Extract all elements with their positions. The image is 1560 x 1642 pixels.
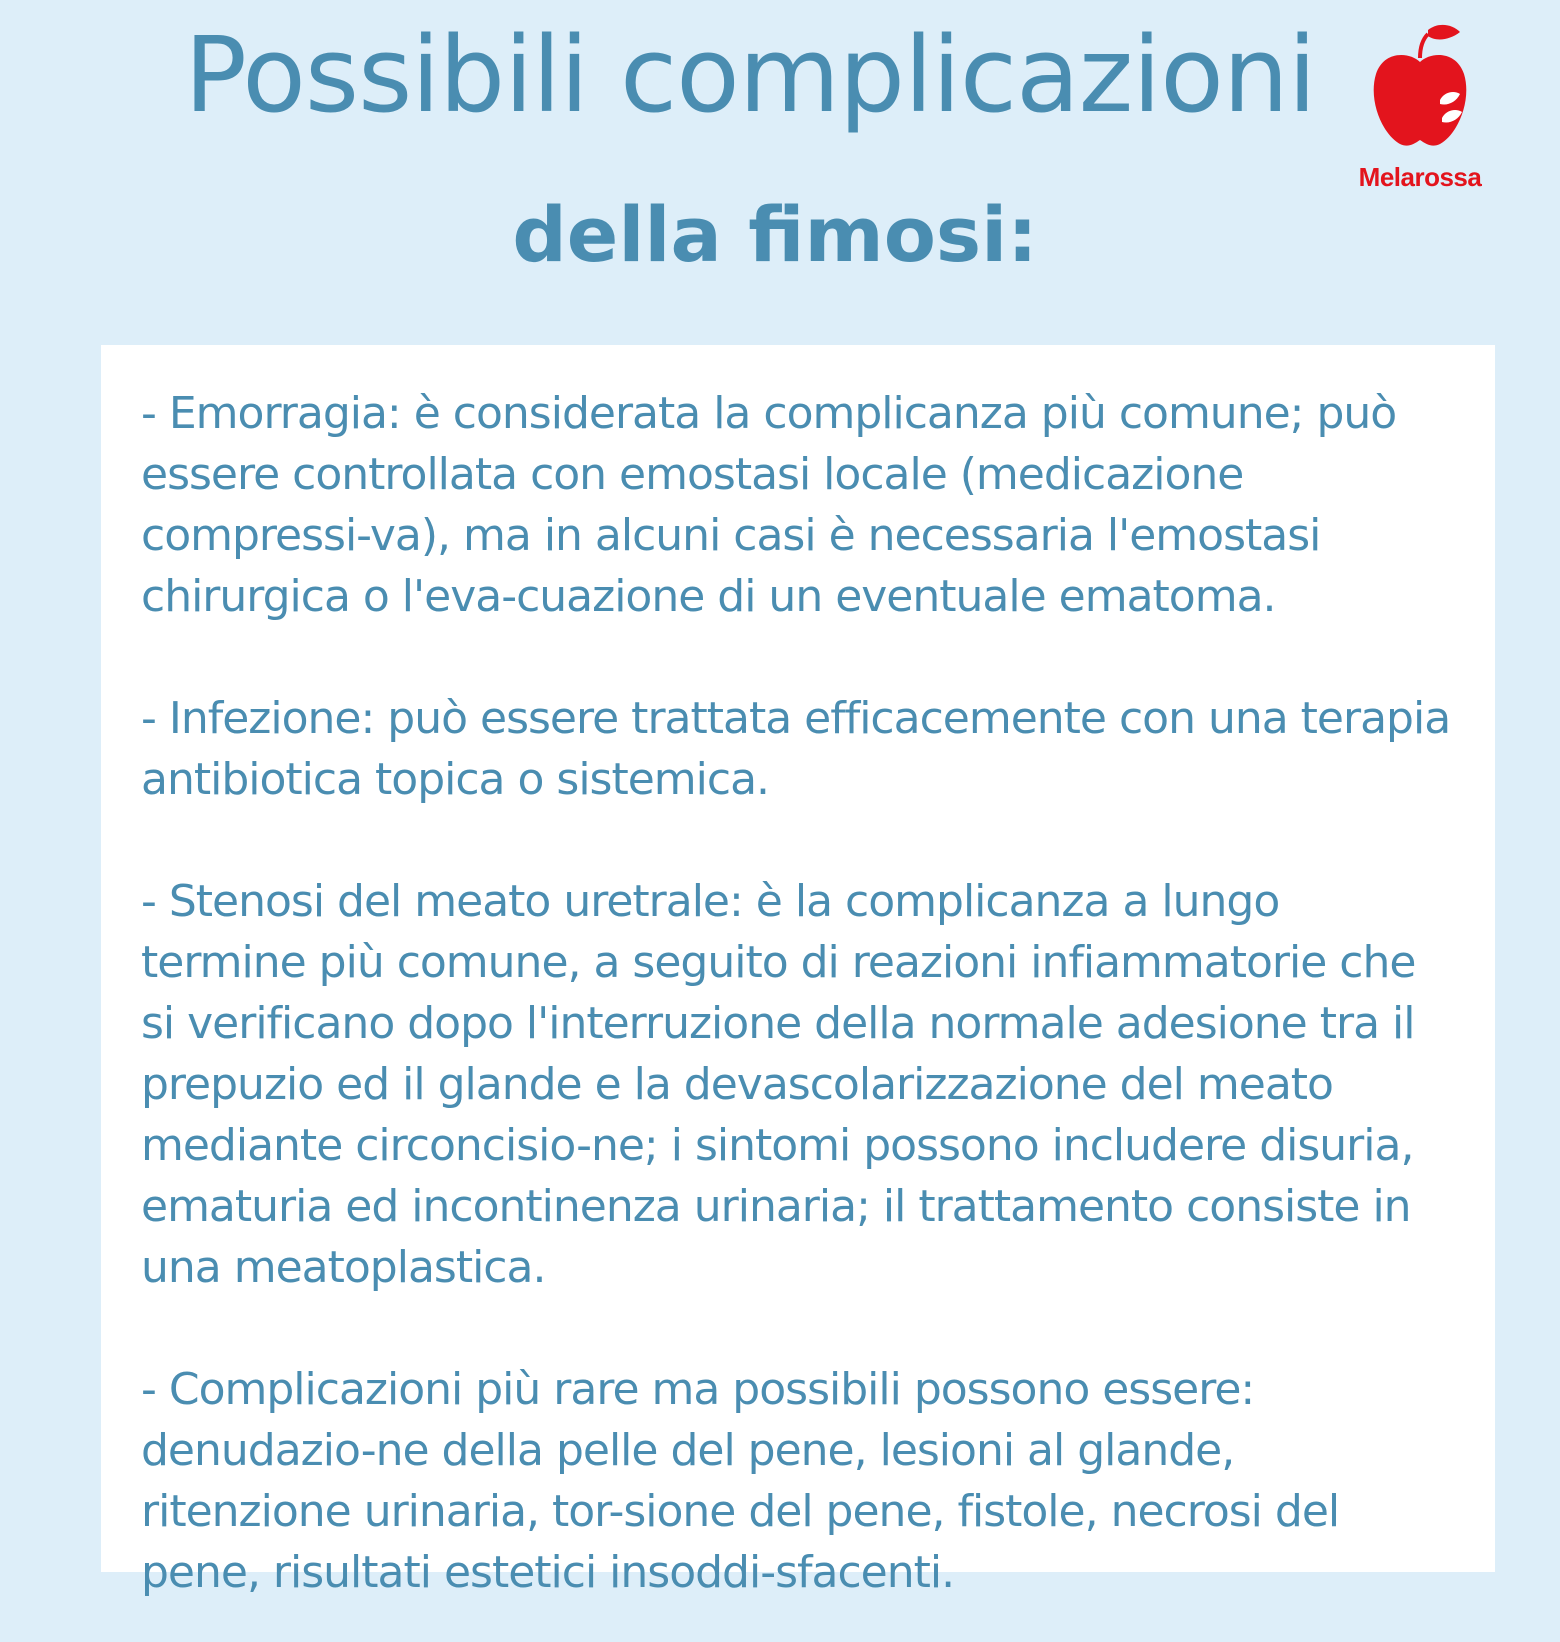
content-card	[101, 345, 1495, 1598]
list-item-emorragia: - Emorragia: è considerata la complicanza più comune; può essere controllata con emostasi locale (medicazione compressi-va), ma in alcuni casi è necessaria l'emostasi chirurgica o l'eva-cuazione di un eventuale ematoma.	[141, 388, 1397, 622]
melarossa-logo	[1340, 22, 1500, 197]
list-item-infezione: - Infezione: può essere trattata efficacemente con una terapia antibiotica topica o sistemica.	[141, 693, 1451, 805]
list-item-complicazioni-rare: - Complicazioni più rare ma possibili possono essere: denudazio-ne della pelle del pene, lesioni al glande, ritenzione urinaria, tor-sione del pene, fistole, necrosi del pene, risultati estetici insoddi-sfacenti.	[141, 1364, 1340, 1598]
apple-icon	[1370, 22, 1470, 152]
list-item-stenosi: - Stenosi del meato uretrale: è la complicanza a lungo termine più comune, a seguito di reazioni infiammatorie che si verificano dopo l'interruzione della normale adesione tra il prepuzio ed il glande e la devascolarizzazione del meato mediante circoncisio-ne; i sintomi possono includere disuria, ematuria ed incontinenza urinaria; il trattamento consiste in una meatoplastica.	[141, 876, 1416, 1293]
page-title: Possibili complicazioni	[184, 14, 1316, 136]
page-subtitle: della fimosi:	[512, 190, 1038, 279]
logo-text: Melarossa	[1358, 162, 1482, 192]
